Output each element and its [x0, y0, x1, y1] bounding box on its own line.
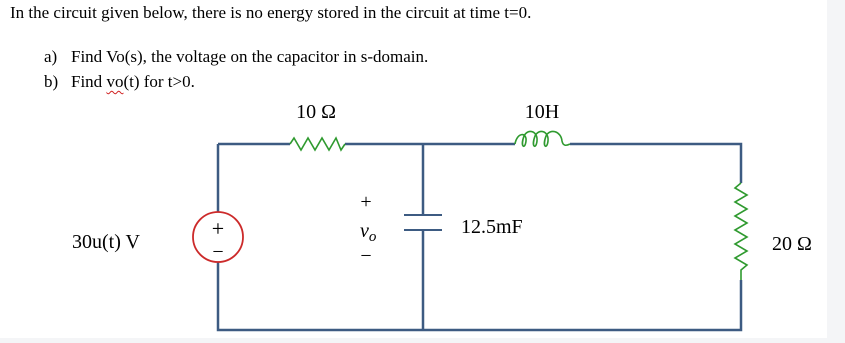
voltage-source-label: 30u(t) V [72, 231, 140, 253]
resistor-10-ohm [290, 138, 345, 150]
part-b-label: b) [44, 72, 59, 91]
part-b-text-end: (t) for t>0. [123, 72, 195, 91]
voltage-source-plus: + [211, 216, 225, 241]
vo-subscript: o [368, 229, 377, 245]
spellcheck-word: vo [106, 72, 124, 91]
part-b-text-start: Find [71, 72, 107, 91]
resistor-20-ohm-label: 20 Ω [772, 233, 812, 255]
wire-bottom [218, 262, 741, 330]
inductor-10h-label: 10H [524, 101, 560, 123]
part-a-text: Find Vo(s), the voltage on the capacitor in s-domain. [71, 47, 429, 66]
capacitor-12-5mf [404, 215, 442, 230]
vo-minus-sign: − [360, 245, 372, 267]
vo-voltage-label [360, 220, 377, 245]
resistor-20-ohm [735, 183, 747, 280]
voltage-source-minus: − [212, 241, 224, 263]
wire-top-right [570, 144, 741, 183]
problem-intro: In the circuit given below, there is no energy stored in the circuit at time t=0. [10, 3, 532, 22]
part-a-label: a) [44, 47, 58, 66]
resistor-10-ohm-label: 10 Ω [296, 101, 336, 123]
inductor-10h [515, 131, 570, 146]
vo-plus-sign: + [360, 191, 372, 213]
voltage-source [193, 212, 243, 263]
capacitor-label: 12.5mF [461, 216, 523, 238]
vo-symbol: v [360, 220, 369, 242]
